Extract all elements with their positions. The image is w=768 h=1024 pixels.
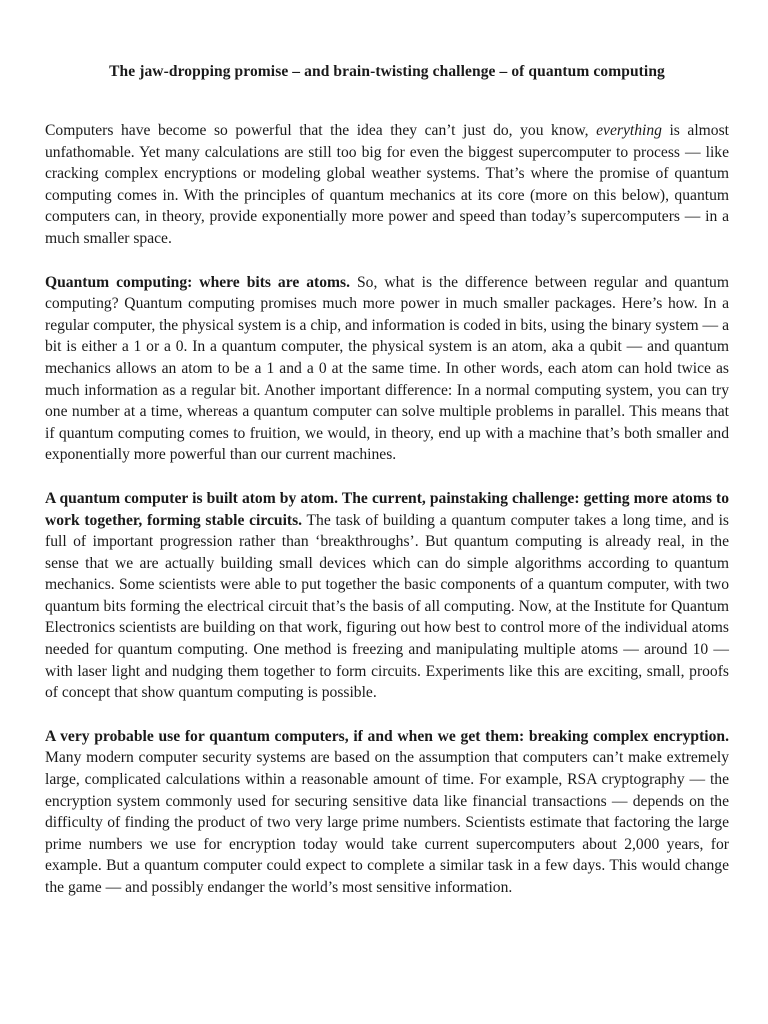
paragraph-intro bbox=[45, 120, 729, 250]
paragraph-breaking-encryption-text: Many modern computer security systems are based on the assumption that computers can’t make extremely large, complicated calculations within a reasonable amount of time. For example, RSA cryptography — the encryption system commonly used for securing sensitive data like financial transactions — depends on the difficulty of finding the product of two very large prime numbers. Scientists estimate that factoring the large prime numbers we use for encryption today would take current supercomputers about 2,000 years, for example. But a quantum computer could expect to complete a similar task in a few days. This would change the game — and possibly endanger the world’s most sensitive information. bbox=[45, 749, 729, 896]
paragraph-bits-are-atoms bbox=[45, 272, 729, 466]
paragraph-breaking-encryption bbox=[45, 726, 729, 899]
document-page bbox=[45, 0, 729, 899]
paragraph-intro-text-end: is almost unfathomable. Yet many calculations are still too big for even the biggest supercomputer to process — like cracking complex encryptions or modeling global weather systems. That’s where the promise of quantum computing comes in. With the principles of quantum mechanics at its core (more on this below), quantum computers can, in theory, provide exponentially more power and speed than today’s supercomputers — in a much smaller space. bbox=[45, 122, 729, 247]
paragraph-bits-are-atoms-text: So, what is the difference between regular and quantum computing? Quantum computing promises much more power in much smaller packages. Here’s how. In a regular computer, the physical system is a chip, and information is coded in bits, using the binary system — a bit is either a 1 or a 0. In a quantum computer, the physical system is an atom, aka a qubit — and quantum mechanics allows an atom to be a 1 and a 0 at the same time. In other words, each atom can hold twice as much information as a regular bit. Another important difference: In a normal computing system, you can try one number at a time, whereas a quantum computer can solve multiple problems in parallel. This means that if quantum computing comes to fruition, we would, in theory, end up with a machine that’s both smaller and exponentially more powerful than our current machines. bbox=[45, 273, 729, 464]
paragraph-breaking-encryption-lead: A very probable use for quantum computers, if and when we get them: breaking complex encryption. bbox=[45, 727, 729, 745]
paragraph-bits-are-atoms-lead: Quantum computing: where bits are atoms. bbox=[45, 273, 351, 291]
paragraph-intro-emphasis: everything bbox=[596, 122, 662, 139]
paragraph-built-atom-by-atom-lead: A quantum computer is built atom by atom. The current, painstaking challenge: getting more atoms to work together, forming stable circuits. bbox=[45, 489, 729, 529]
document-title: The jaw-dropping promise – and brain-twisting challenge – of quantum computing bbox=[109, 63, 665, 80]
paragraph-built-atom-by-atom bbox=[45, 488, 729, 704]
paragraph-built-atom-by-atom-text: The task of building a quantum computer takes a long time, and is full of important progression rather than ‘breakthroughs’. But quantum computing is already real, in the sense that we are actually building small devices which can do simple algorithms according to quantum mechanics. Some scientists were able to put together the basic components of a quantum computer, with two quantum bits forming the electrical circuit that’s the basis of all computing. Now, at the Institute for Quantum Electronics scientists are building on that work, figuring out how best to control more of the individual atoms needed for quantum computing. One method is freezing and manipulating multiple atoms — around 10 — with laser light and nudging them together to form circuits. Experiments like this are exciting, small, proofs of concept that show quantum computing is possible. bbox=[45, 511, 729, 702]
paragraph-intro-text-start: Computers have become so powerful that the idea they can’t just do, you know, bbox=[45, 122, 597, 139]
